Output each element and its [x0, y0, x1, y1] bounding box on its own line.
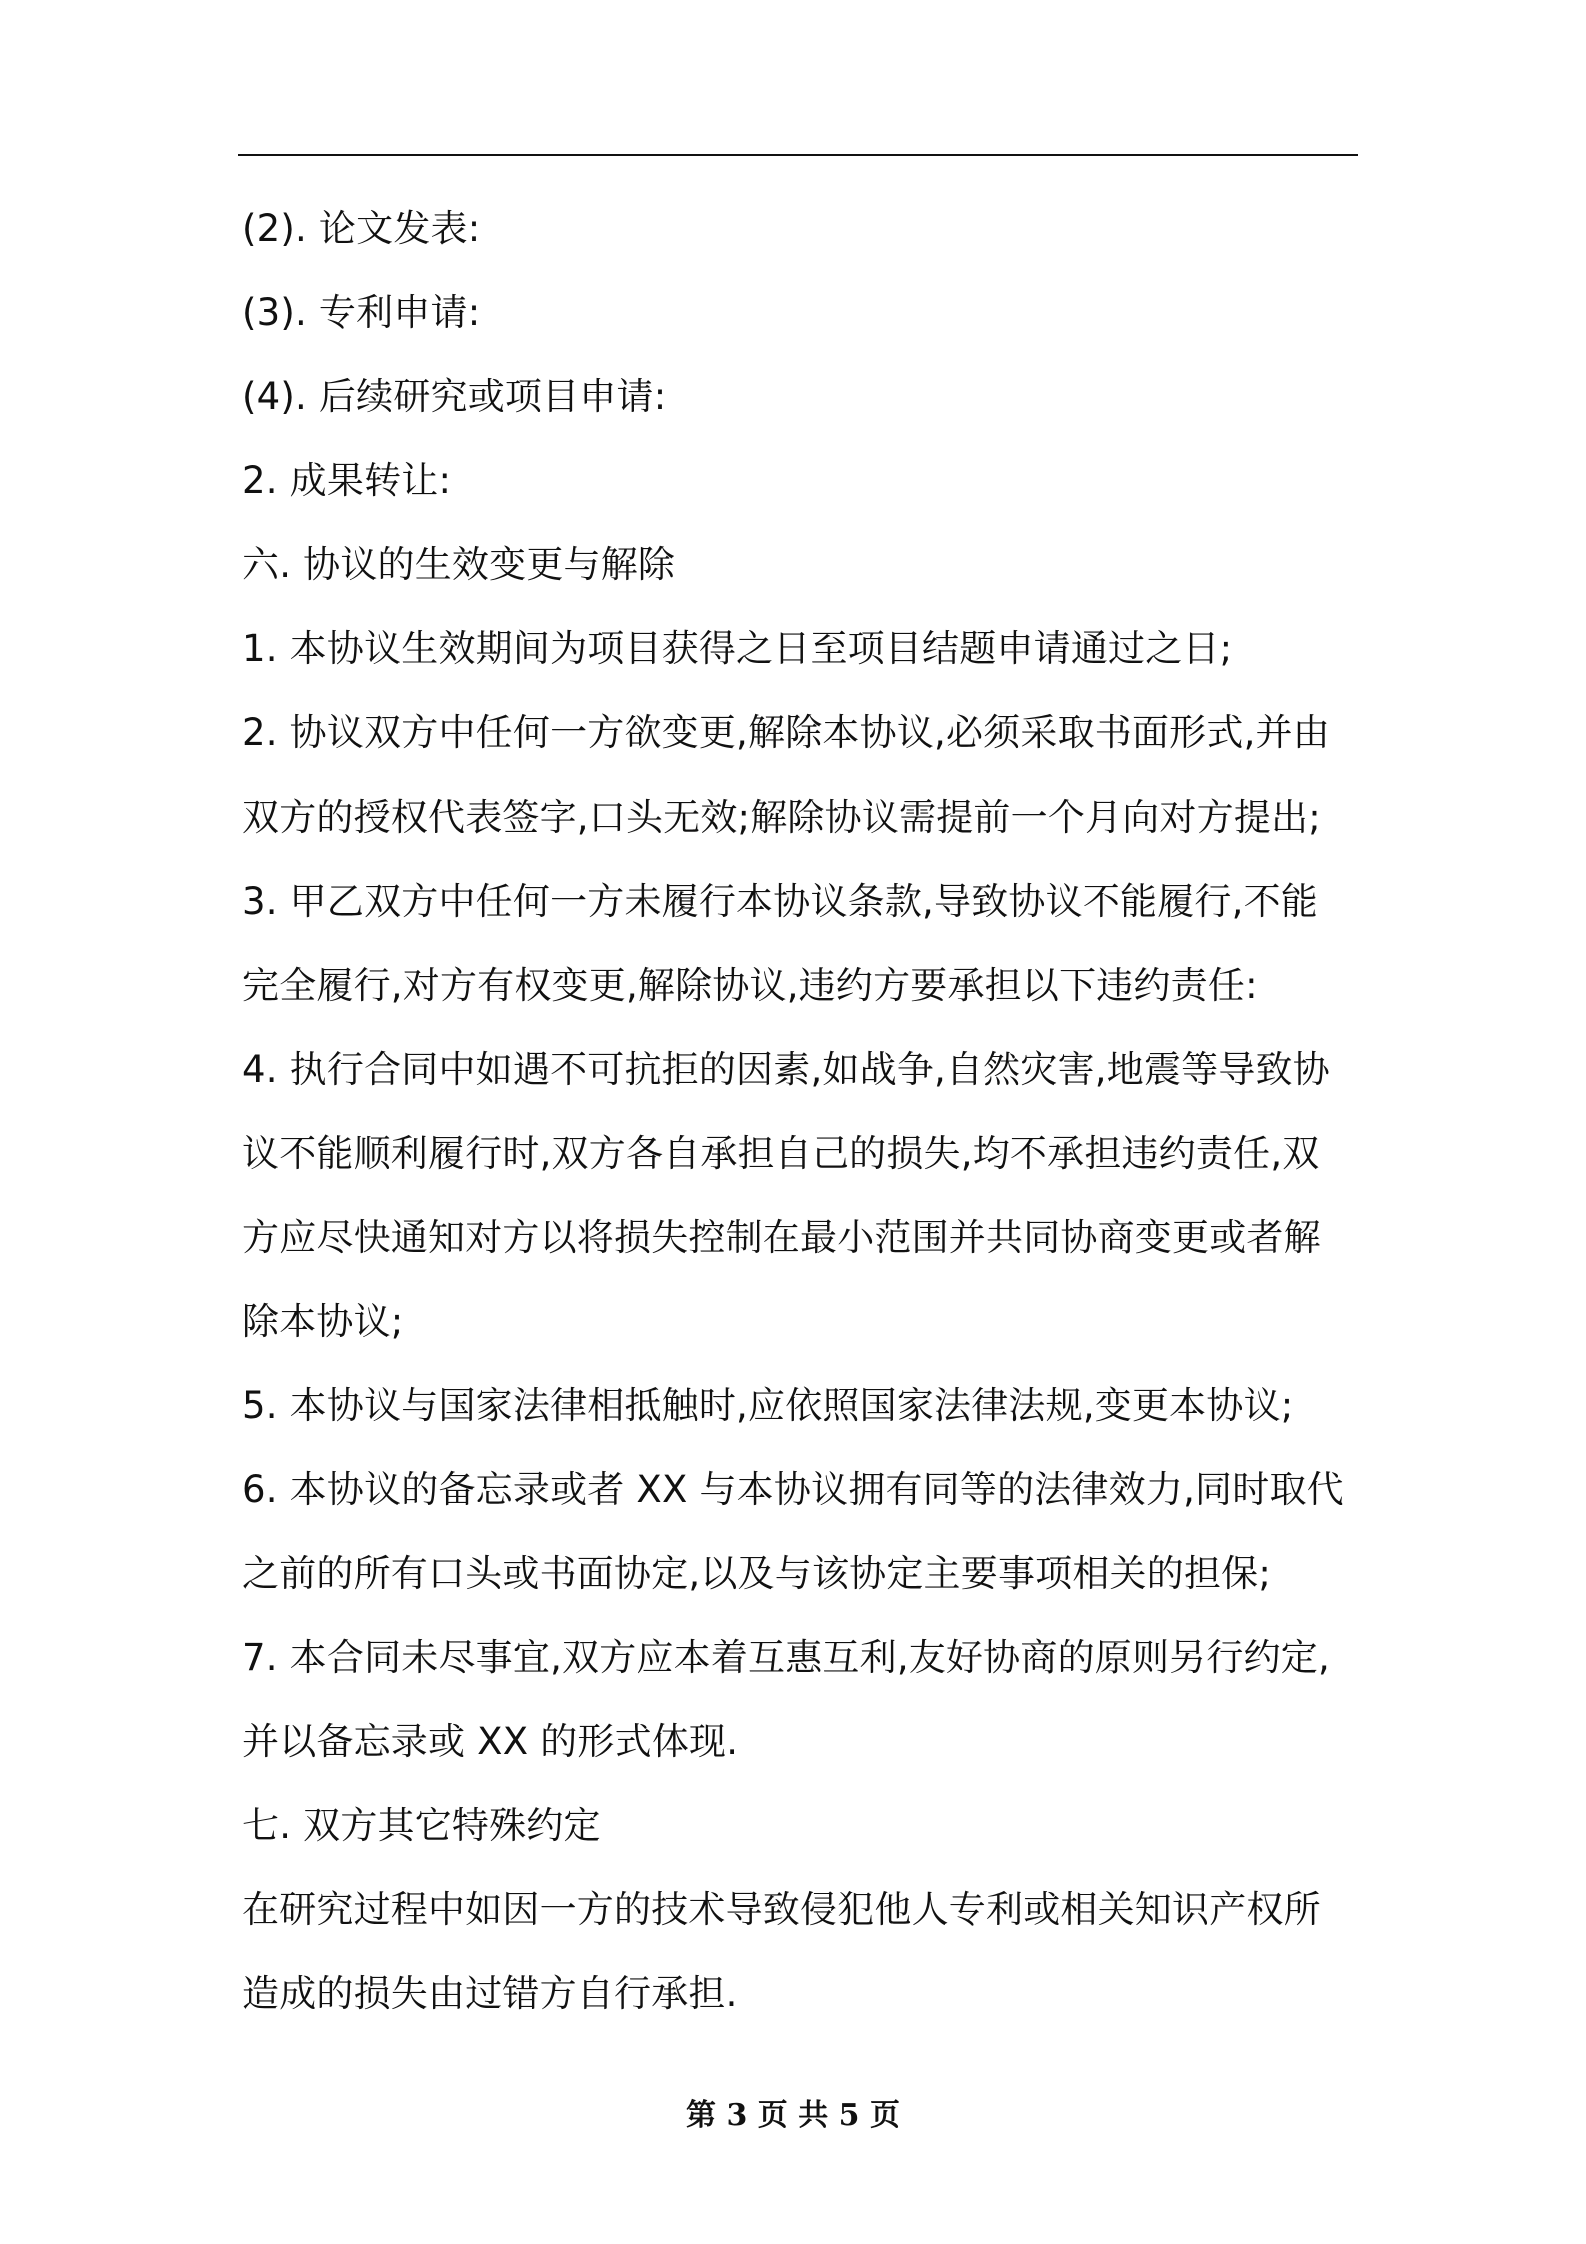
- header-rule: [238, 154, 1358, 156]
- section-heading: 七. 双方其它特殊约定: [242, 1804, 601, 1847]
- text-line: 2. 协议双方中任何一方欲变更,解除本协议,必须采取书面形式,并由: [242, 711, 1330, 754]
- text-line: 7. 本合同未尽事宜,双方应本着互惠互利,友好协商的原则另行约定,: [242, 1636, 1330, 1679]
- text-line: 并以备忘录或 XX 的形式体现.: [242, 1720, 739, 1763]
- text-line: 方应尽快通知对方以将损失控制在最小范围并共同协商变更或者解: [242, 1216, 1321, 1259]
- text-line: 双方的授权代表签字,口头无效;解除协议需提前一个月向对方提出;: [242, 796, 1321, 839]
- text-line: 除本协议;: [242, 1300, 404, 1343]
- text-line: (3). 专利申请:: [242, 291, 481, 334]
- section-heading: 六. 协议的生效变更与解除: [242, 543, 676, 586]
- text-line: 4. 执行合同中如遇不可抗拒的因素,如战争,自然灾害,地震等导致协: [242, 1048, 1330, 1091]
- page-number-footer: 第 3 页 共 5 页: [686, 2098, 900, 2133]
- text-line: 之前的所有口头或书面协定,以及与该协定主要事项相关的担保;: [242, 1552, 1272, 1595]
- text-line: 1. 本协议生效期间为项目获得之日至项目结题申请通过之日;: [242, 627, 1233, 670]
- text-line: 2. 成果转让:: [242, 459, 452, 502]
- text-line: (2). 论文发表:: [242, 207, 481, 250]
- text-line: 造成的损失由过错方自行承担.: [242, 1972, 738, 2015]
- text-line: 6. 本协议的备忘录或者 XX 与本协议拥有同等的法律效力,同时取代: [242, 1468, 1344, 1511]
- text-line: 在研究过程中如因一方的技术导致侵犯他人专利或相关知识产权所: [242, 1888, 1321, 1931]
- text-line: (4). 后续研究或项目申请:: [242, 375, 667, 418]
- text-line: 完全履行,对方有权变更,解除协议,违约方要承担以下违约责任:: [242, 964, 1258, 1007]
- text-line: 3. 甲乙双方中任何一方未履行本协议条款,导致协议不能履行,不能: [242, 880, 1318, 923]
- text-line: 5. 本协议与国家法律相抵触时,应依照国家法律法规,变更本协议;: [242, 1384, 1294, 1427]
- text-line: 议不能顺利履行时,双方各自承担自己的损失,均不承担违约责任,双: [242, 1132, 1320, 1175]
